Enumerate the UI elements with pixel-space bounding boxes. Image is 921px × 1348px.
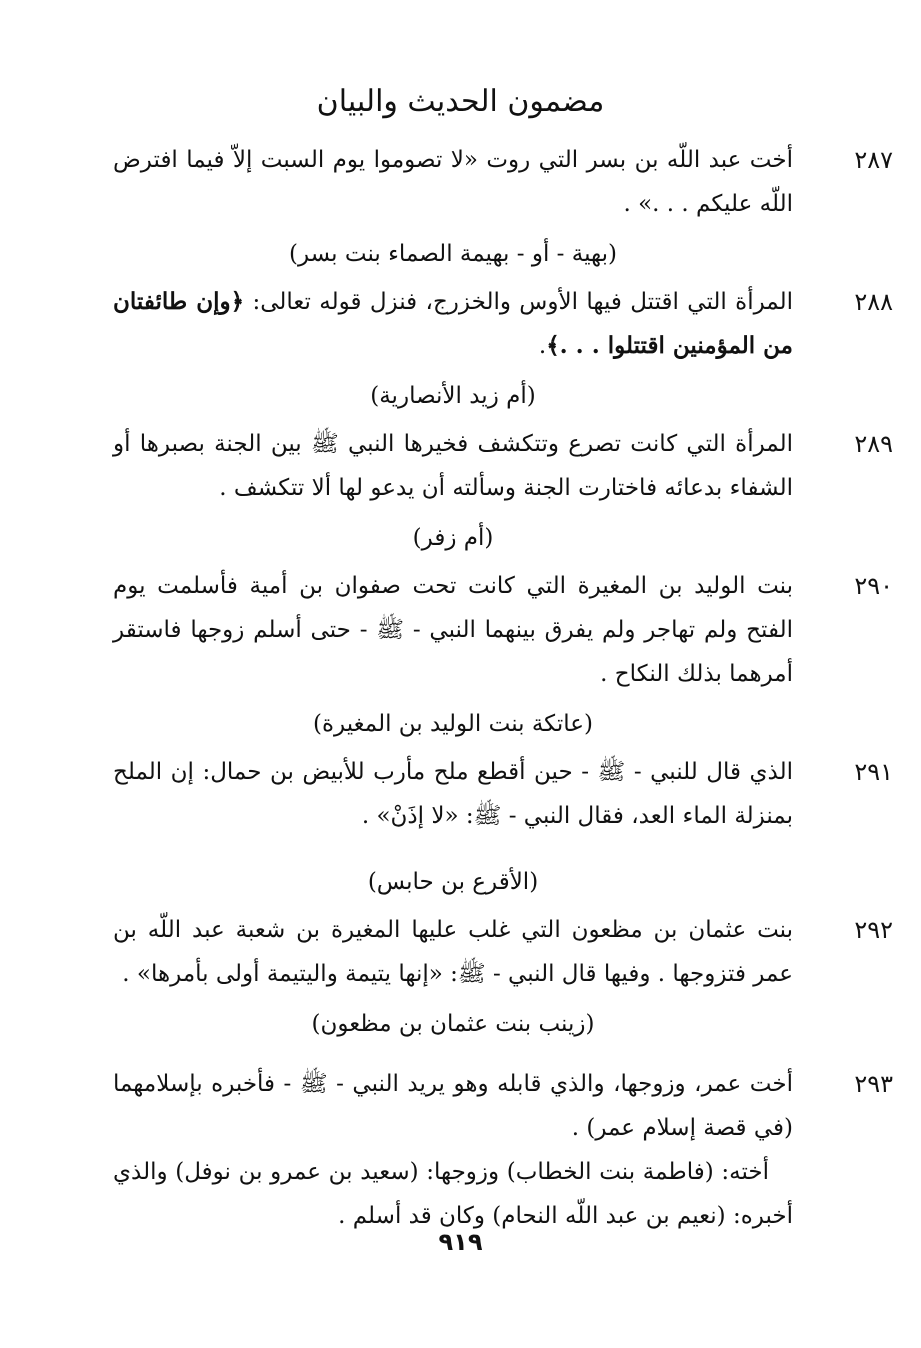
quran-quote: ﴿وإن طائفتان من المؤمنين اقتتلوا . . .﴾: [113, 288, 793, 359]
page-title: مضمون الحديث والبيان: [316, 84, 605, 119]
entry-293: [113, 1062, 893, 1238]
entry-287: [113, 138, 893, 276]
entry-number: ٢٨٨: [854, 288, 893, 316]
entry-292: [113, 908, 893, 1046]
entry-text-plain: المرأة التي اقتتل فيها الأوس والخزرج، فنزل قوله تعالى:: [244, 289, 793, 315]
entry-attribution: (بهية - أو - بهيمة الصماء بنت بسر): [288, 241, 617, 267]
entry-attribution: (عاتكة بنت الوليد بن المغيرة): [313, 711, 593, 737]
entry-289: [113, 422, 893, 560]
entry-number: ٢٩٠: [854, 572, 893, 600]
entry-attribution: (أم زيد الأنصارية): [370, 383, 536, 409]
entry-number: ٢٨٩: [854, 430, 893, 458]
entry-text: أخت عمر، وزوجها، والذي قابله وهو يريد النبي - ﷺ - فأخبره بإسلامهما (في قصة إسلام عمر) .: [113, 1071, 793, 1141]
entry-text: الذي قال للنبي - ﷺ - حين أقطع ملح مأرب للأبيض بن حمال: إن الملح بمنزلة الماء العد، فقال النبي - ﷺ: «لا إذَنْ» .: [113, 759, 793, 829]
entry-attribution: (زينب بنت عثمان بن مظعون): [311, 1011, 595, 1037]
entry-note: أخته: (فاطمة بنت الخطاب) وزوجها: (سعيد بن عمرو بن نوفل) والذي أخبره: (نعيم بن عبد اللّه النحام) وكان قد أسلم .: [113, 1159, 793, 1229]
entry-291: [113, 750, 893, 904]
entry-text: المرأة التي كانت تصرع وتتكشف فخيرها النبي ﷺ بين الجنة بصبرها أو الشفاء بدعائه فاختارت الجنة وسألته أن يدعو لها ألا تتكشف .: [113, 431, 793, 501]
entry-attribution: (أم زفر): [412, 525, 494, 551]
entry-text: بنت عثمان بن مظعون التي غلب عليها المغيرة بن شعبة عبد اللّه بن عمر فتزوجها . وفيها قال النبي - ﷺ: «إنها يتيمة واليتيمة أولى بأمرها» .: [113, 917, 793, 987]
entry-attribution: (الأقرع بن حابس): [367, 869, 539, 895]
page-number: ٩١٩: [438, 1228, 483, 1256]
entry-number: ٢٨٧: [854, 146, 893, 174]
entry-288: [113, 280, 893, 418]
entry-text: أخت عبد اللّه بن بسر التي روت «لا تصوموا يوم السبت إلاّ فيما افترض اللّه عليكم . . .» .: [113, 147, 793, 217]
entry-number: ٢٩١: [854, 758, 893, 786]
entry-text: بنت الوليد بن المغيرة التي كانت تحت صفوان بن أمية فأسلمت يوم الفتح ولم تهاجر ولم يفرق بينهما النبي - ﷺ - حتى أسلم زوجها فاستقر أمرهما بذلك النكاح .: [113, 573, 793, 687]
entries-list: [113, 138, 893, 1238]
entry-text-end: .: [538, 333, 547, 359]
entry-number: ٢٩٢: [854, 916, 893, 944]
entry-number: ٢٩٣: [854, 1070, 893, 1098]
entry-text: [113, 280, 793, 368]
entry-290: [113, 564, 893, 746]
